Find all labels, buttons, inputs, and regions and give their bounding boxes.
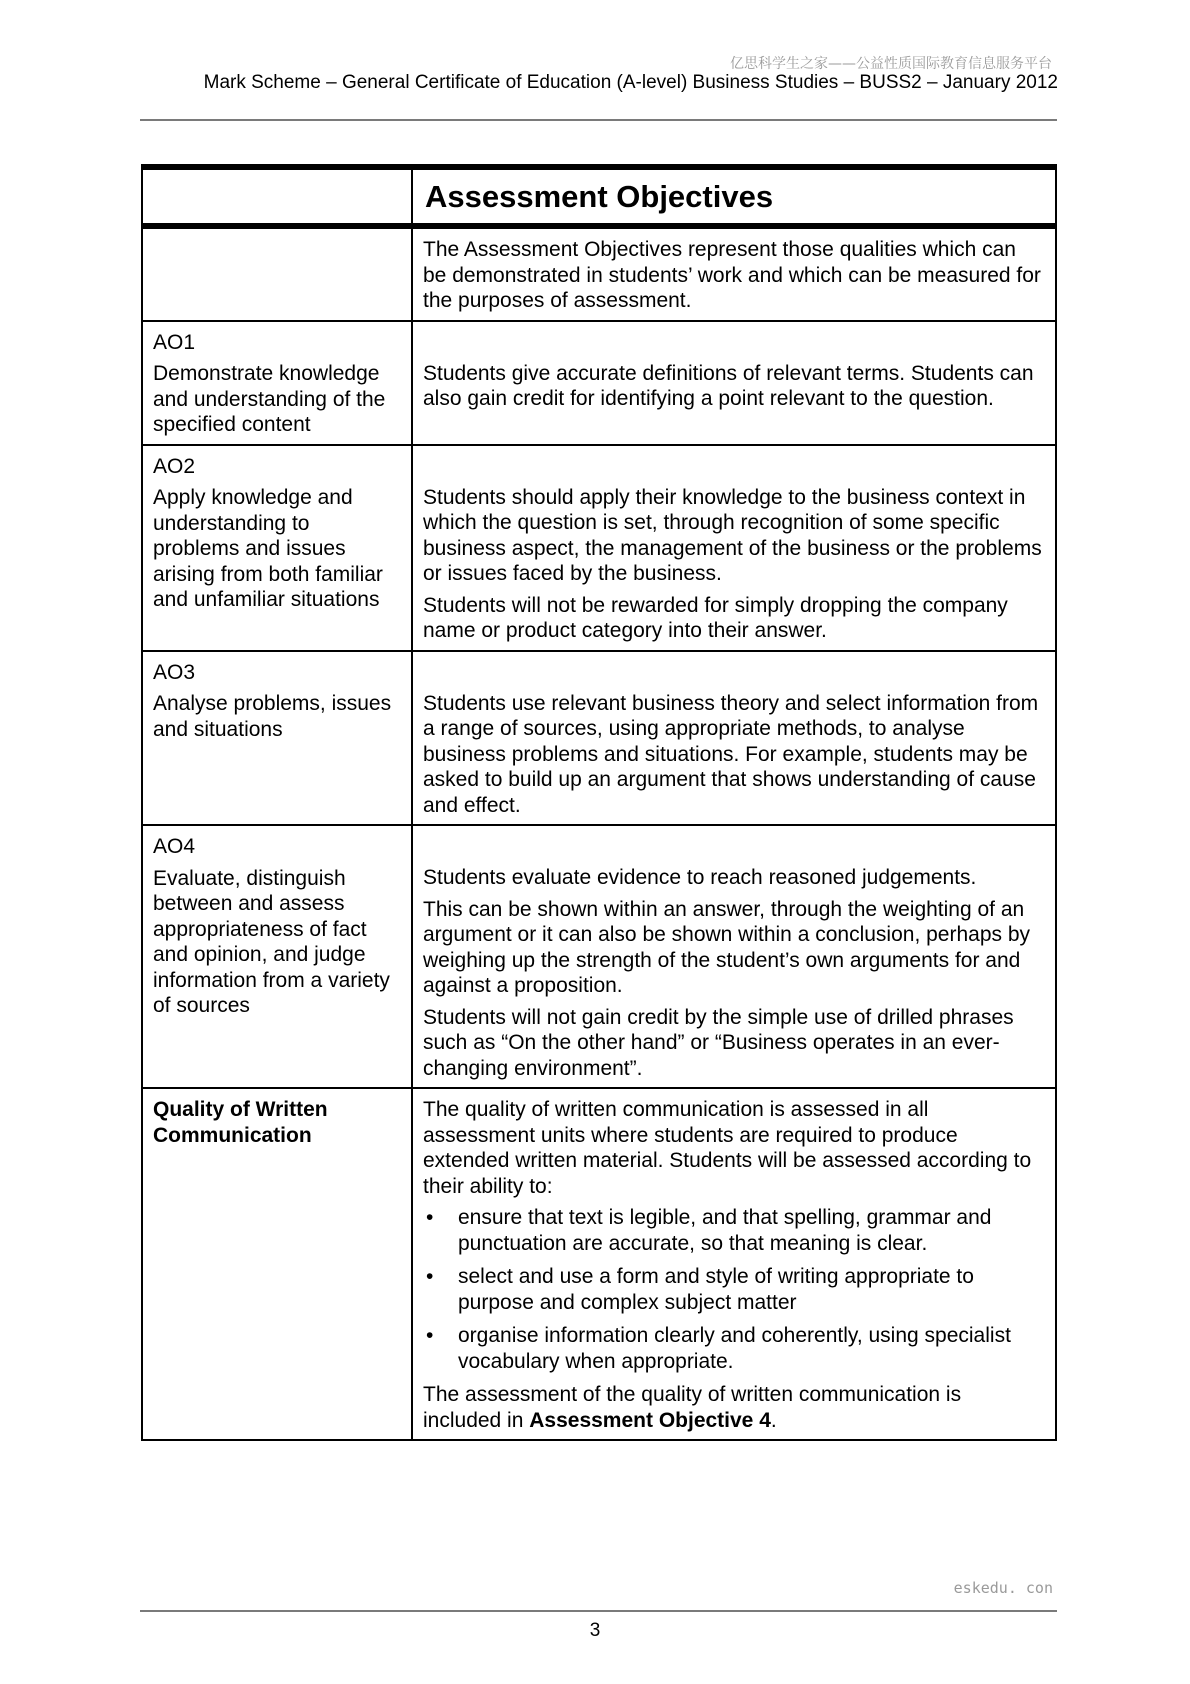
objective-description-cell <box>412 321 1056 445</box>
objective-label: Apply knowledge and understanding to problems and issues arising from both familiar and unfamiliar situations <box>153 486 383 611</box>
objective-description-cell <box>412 651 1056 826</box>
qwc-label: Quality of Written Communication <box>153 1098 328 1147</box>
list-item <box>423 1264 1045 1315</box>
objective-code: AO3 <box>153 660 196 684</box>
objective-description-cell <box>412 825 1056 1088</box>
objective-label: Demonstrate knowledge and understanding of the specified content <box>153 362 386 436</box>
table-row <box>142 445 1056 651</box>
qwc-closing-suffix: . <box>770 1408 777 1432</box>
table-row <box>142 825 1056 1088</box>
empty-intro-cell <box>142 226 412 321</box>
empty-header-cell <box>142 167 412 226</box>
objective-code: AO4 <box>153 835 196 858</box>
objective-label-cell <box>142 321 412 445</box>
objective-code: AO2 <box>153 454 196 478</box>
bullet-text: organise information clearly and coherently, using specialist vocabulary when appropriate. <box>458 1324 1011 1373</box>
page-number: 3 <box>589 1620 601 1641</box>
footer-watermark: eskedu. con <box>953 1579 1053 1597</box>
qwc-bullet-list <box>423 1205 1045 1374</box>
objective-code: AO1 <box>153 330 196 354</box>
spacer <box>423 454 1045 485</box>
qwc-closing <box>423 1382 1045 1433</box>
bullet-icon: • <box>426 1324 434 1347</box>
bullet-text: ensure that text is legible, and that spelling, grammar and punctuation are accurate, so that meaning is clear. <box>458 1206 992 1255</box>
list-item <box>423 1205 1045 1256</box>
description-paragraph: Students evaluate evidence to reach reasoned judgements. <box>423 866 977 889</box>
table-header-row <box>142 167 1056 226</box>
spacer <box>423 660 1045 691</box>
objective-label-cell <box>142 445 412 651</box>
list-item <box>423 1323 1045 1374</box>
objective-label: Analyse problems, issues and situations <box>153 692 392 741</box>
objective-label: Evaluate, distinguish between and assess appropriateness of fact and opinion, and judge information from a variety of sources <box>153 866 390 1017</box>
spacer <box>423 834 1045 865</box>
intro-text: The Assessment Objectives represent those qualities which can be demonstrated in students’ work and which can be measured for the purposes of assessment. <box>423 238 1041 312</box>
objective-description-cell <box>412 445 1056 651</box>
objective-label-cell <box>142 825 412 1088</box>
table-row <box>142 321 1056 445</box>
description-paragraph: Students will not gain credit by the simple use of drilled phrases such as “On the other hand” or “Business operates in an ever-changing environment”. <box>423 1005 1014 1080</box>
table-heading: Assessment Objectives <box>425 179 774 214</box>
qwc-intro: The quality of written communication is assessed in all assessment units where students are required to produce extended written material. Students will be assessed according to their ability to: <box>423 1098 1032 1198</box>
qwc-closing-bold: Assessment Objective 4 <box>529 1408 771 1432</box>
bullet-icon: • <box>426 1265 434 1288</box>
spacer <box>423 330 1045 361</box>
description-paragraph: Students will not be rewarded for simply dropping the company name or product category into their answer. <box>423 593 1008 642</box>
qwc-row <box>142 1088 1056 1440</box>
qwc-description-cell <box>412 1088 1056 1440</box>
description-paragraph: Students give accurate definitions of relevant terms. Students can also gain credit for identifying a point relevant to the question. <box>423 361 1034 410</box>
table-heading-cell <box>412 167 1056 226</box>
description-paragraph: Students use relevant business theory and select information from a range of sources, using appropriate methods, to analyse business problems and situations. For example, students may be asked to build up an argument that shows understanding of cause and effect. <box>423 691 1039 817</box>
intro-cell <box>412 226 1056 321</box>
bullet-text: select and use a form and style of writing appropriate to purpose and complex subject matter <box>458 1265 974 1314</box>
description-paragraph: Students should apply their knowledge to the business context in which the question is set, through recognition of some specific business aspect, the management of the business or the problems or issues faced by the business. <box>423 485 1042 585</box>
table-row <box>142 651 1056 826</box>
objective-label-cell <box>142 651 412 826</box>
intro-row <box>142 226 1056 321</box>
header-divider <box>140 119 1057 121</box>
footer-divider <box>140 1610 1057 1612</box>
description-paragraph: This can be shown within an answer, through the weighting of an argument or it can also be shown within a conclusion, perhaps by weighing up the strength of the student’s own arguments for and against a proposition. <box>423 897 1031 997</box>
qwc-closing-prefix: The assessment of the quality of written communication is included in <box>423 1383 962 1432</box>
header-title: Mark Scheme – General Certificate of Education (A-level) Business Studies – BUSS2 – January 2012 <box>203 72 1058 93</box>
bullet-icon: • <box>426 1206 434 1229</box>
header-watermark: 亿思科学生之家——公益性质国际教育信息服务平台 <box>730 56 1052 72</box>
assessment-objectives-table <box>141 164 1057 1441</box>
qwc-label-cell <box>142 1088 412 1440</box>
